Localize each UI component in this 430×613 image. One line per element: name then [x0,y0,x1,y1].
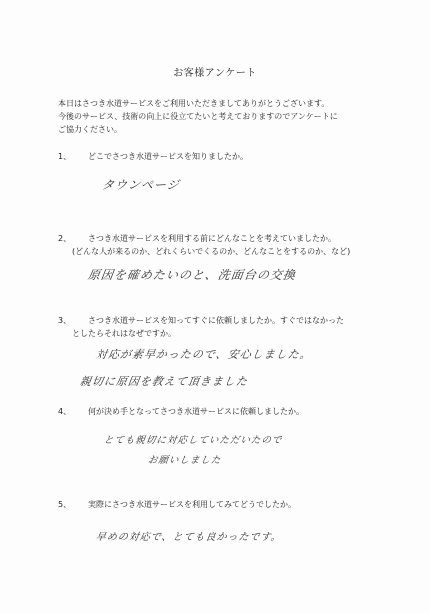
intro-line: 今後のサービス、技術の向上に役立てたいと考えておりますのでアンケートに [58,112,338,121]
question-number: 5、 [58,500,72,509]
question-text: さつき水道サービスを利用する前にどんなことを考えていましたか。 [88,234,336,243]
question-3 [58,314,344,340]
intro-line: 本日はさつき水道サービスをご利用いただきましてありがとうございます。 [58,99,330,108]
handwritten-answer-4-line-2: お願いしました [147,455,223,466]
question-2 [58,232,350,258]
handwritten-answer-5: 早めの対応で、とても良かったです。 [94,532,283,543]
question-number: 4、 [58,407,72,416]
question-text: どこでさつき水道サービスを知りましたか。 [88,152,248,161]
handwritten-answer-1: タウンページ [100,178,181,192]
question-text: 実際にさつき水道サービスを利用してみてどうでしたか。 [88,500,296,509]
question-number: 3、 [58,316,72,325]
page-title: お客様アンケート [173,68,257,79]
question-number: 2、 [58,234,72,243]
question-text: 何が決め手となってさつき水道サービスに依頼しましたか。 [88,407,304,416]
intro-line: ご協力ください。 [58,125,122,134]
question-5 [58,498,296,511]
question-number: 1、 [58,152,72,161]
question-4 [58,405,304,418]
question-text: さつき水道サービスを知ってすぐに依頼しましたか。すぐではなかった [88,316,344,325]
handwritten-answer-2: 原因を確めたいのと、洗面台の交換 [86,268,297,282]
handwritten-answer-3-line-1: 対応が素早かったので、安心しました。 [95,348,313,361]
question-1 [58,150,248,163]
handwritten-answer-4-line-1: とても親切に対応していただいたので [103,435,284,446]
question-text-sub: (どんな人が来るのか、どれくらいでくるのか、どんなことをするのか、など) [72,247,351,256]
handwritten-answer-3-line-2: 親切に原因を教えて頂きました [79,375,249,388]
question-text-sub: としたらそれはなぜですか。 [72,329,176,338]
intro-text [58,97,398,136]
